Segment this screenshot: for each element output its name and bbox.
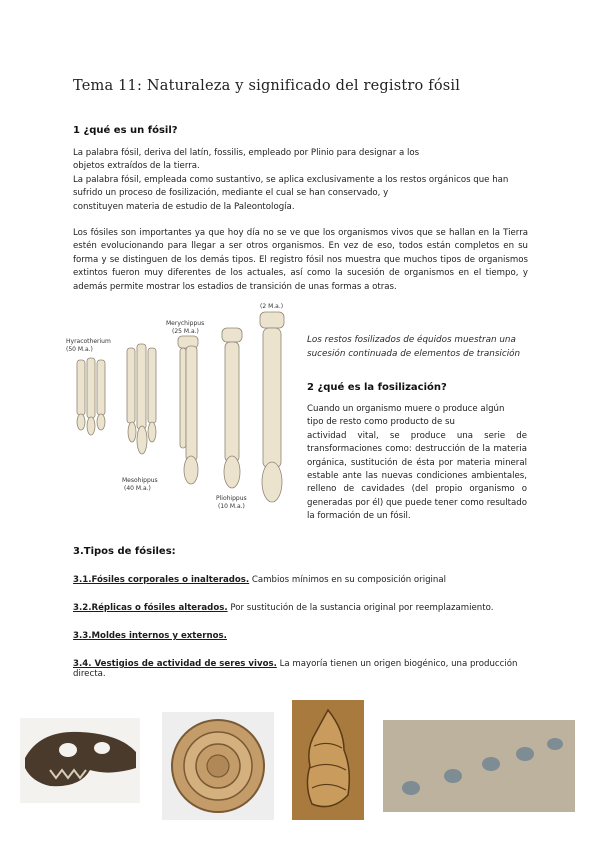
type-item-2 (73, 603, 533, 613)
s1-line-3: La palabra fósil, empleada como sustantivo, se aplica exclusivamente a los restos orgánicos que han (73, 174, 509, 185)
s2-line-1: Cuando un organismo muere o produce algún (307, 404, 505, 414)
label-mesohippus-age: (40 M.a.) (124, 485, 151, 492)
section-1-paragraph-2: Los fósiles son importantes ya que hoy día no se ve que los organismos vivos que se hallan en la Tierra estén evolucionando para llegar a ser otros organismos. En vez de eso, todos están completos en su forma y se distinguen de los demás tipos. El registro fósil nos muestra que muchos tipos de organismos extintos fueron muy diferentes de los actuales, así como la sucesión de organismos en el tiempo, y además permite mostrar los estadios de transición de unas formas a otras. (73, 228, 528, 292)
hyracotherium-bones (77, 358, 105, 435)
caption-line-1: Los restos fosilizados de équidos muestran una (307, 335, 516, 345)
type-2-text: Por sustitución de la sustancia original por reemplazamiento. (227, 603, 494, 613)
type-4-text: La mayoría tienen un origen biogénico, una producción directa. (73, 659, 518, 679)
figure-caption (307, 333, 537, 361)
equus-bones (260, 312, 284, 502)
s2-line-2: tipo de resto como producto de su (307, 417, 455, 428)
type-item-3 (73, 631, 533, 641)
type-item-4 (73, 659, 543, 679)
s1-line-2: objetos extraídos de la tierra. (73, 161, 200, 172)
type-2-label: 3.2.Réplicas o fósiles alterados. (73, 603, 228, 613)
type-1-label: 3.1.Fósiles corporales o inalterados. (73, 575, 250, 585)
label-hyracotherium-age: (50 M.a.) (66, 346, 93, 353)
type-item-1 (73, 575, 533, 585)
label-hyracotherium: Hyracotherium (66, 338, 111, 345)
photo-gastropod-mold (292, 700, 364, 820)
photo-footprints (383, 720, 575, 812)
page-title: Tema 11: Naturaleza y significado del registro fósil (73, 78, 461, 94)
type-3-label: 3.3.Moldes internos y externos. (73, 631, 227, 641)
pliohippus-bones (222, 328, 242, 488)
photo-dinosaur-skull (20, 718, 140, 803)
horse-evolution-figure (60, 300, 300, 525)
section-3-heading: 3.Tipos de fósiles: (73, 546, 176, 557)
caption-line-2: sucesión continuada de elementos de transición (307, 349, 521, 359)
s2-line-3: actividad vital, se produce una serie de transformaciones como: destrucción de la materia orgánica, sustitución de ésta por materia mineral estable ante las nuevas condiciones ambientales, relleno de cavidades (del propio organismo o generadas por él) que puede tener como resultado la formación de un fósil. (307, 430, 527, 522)
label-merychippus-age: (25 M.a.) (172, 328, 199, 335)
label-mesohippus: Mesohippus (122, 477, 158, 484)
s1-line-1: La palabra fósil, deriva del latín, fossilis, empleado por Plinio para designar a los (73, 148, 420, 158)
section-2-paragraph (307, 403, 527, 524)
section-1-heading: 1 ¿qué es un fósil? (73, 125, 178, 136)
section-2-heading: 2 ¿qué es la fosilización? (307, 382, 447, 393)
mesohippus-bones (127, 344, 156, 454)
label-pliohippus: Pliohippus (216, 495, 247, 502)
s1-line-4: sufrido un proceso de fosilización, mediante el cual se han conservado, y (73, 188, 389, 199)
s1-line-5: constituyen materia de estudio de la Paleontología. (73, 201, 295, 212)
type-1-text: Cambios mínimos en su composición original (249, 575, 447, 585)
type-4-label: 3.4. Vestigios de actividad de seres vivos. (73, 659, 277, 669)
label-equus-age: (2 M.a.) (260, 303, 284, 310)
label-merychippus: Merychippus (166, 320, 205, 327)
section-1-paragraph-1 (73, 147, 543, 214)
label-pliohippus-age: (10 M.a.) (218, 503, 245, 510)
photo-ammonite (162, 712, 274, 820)
